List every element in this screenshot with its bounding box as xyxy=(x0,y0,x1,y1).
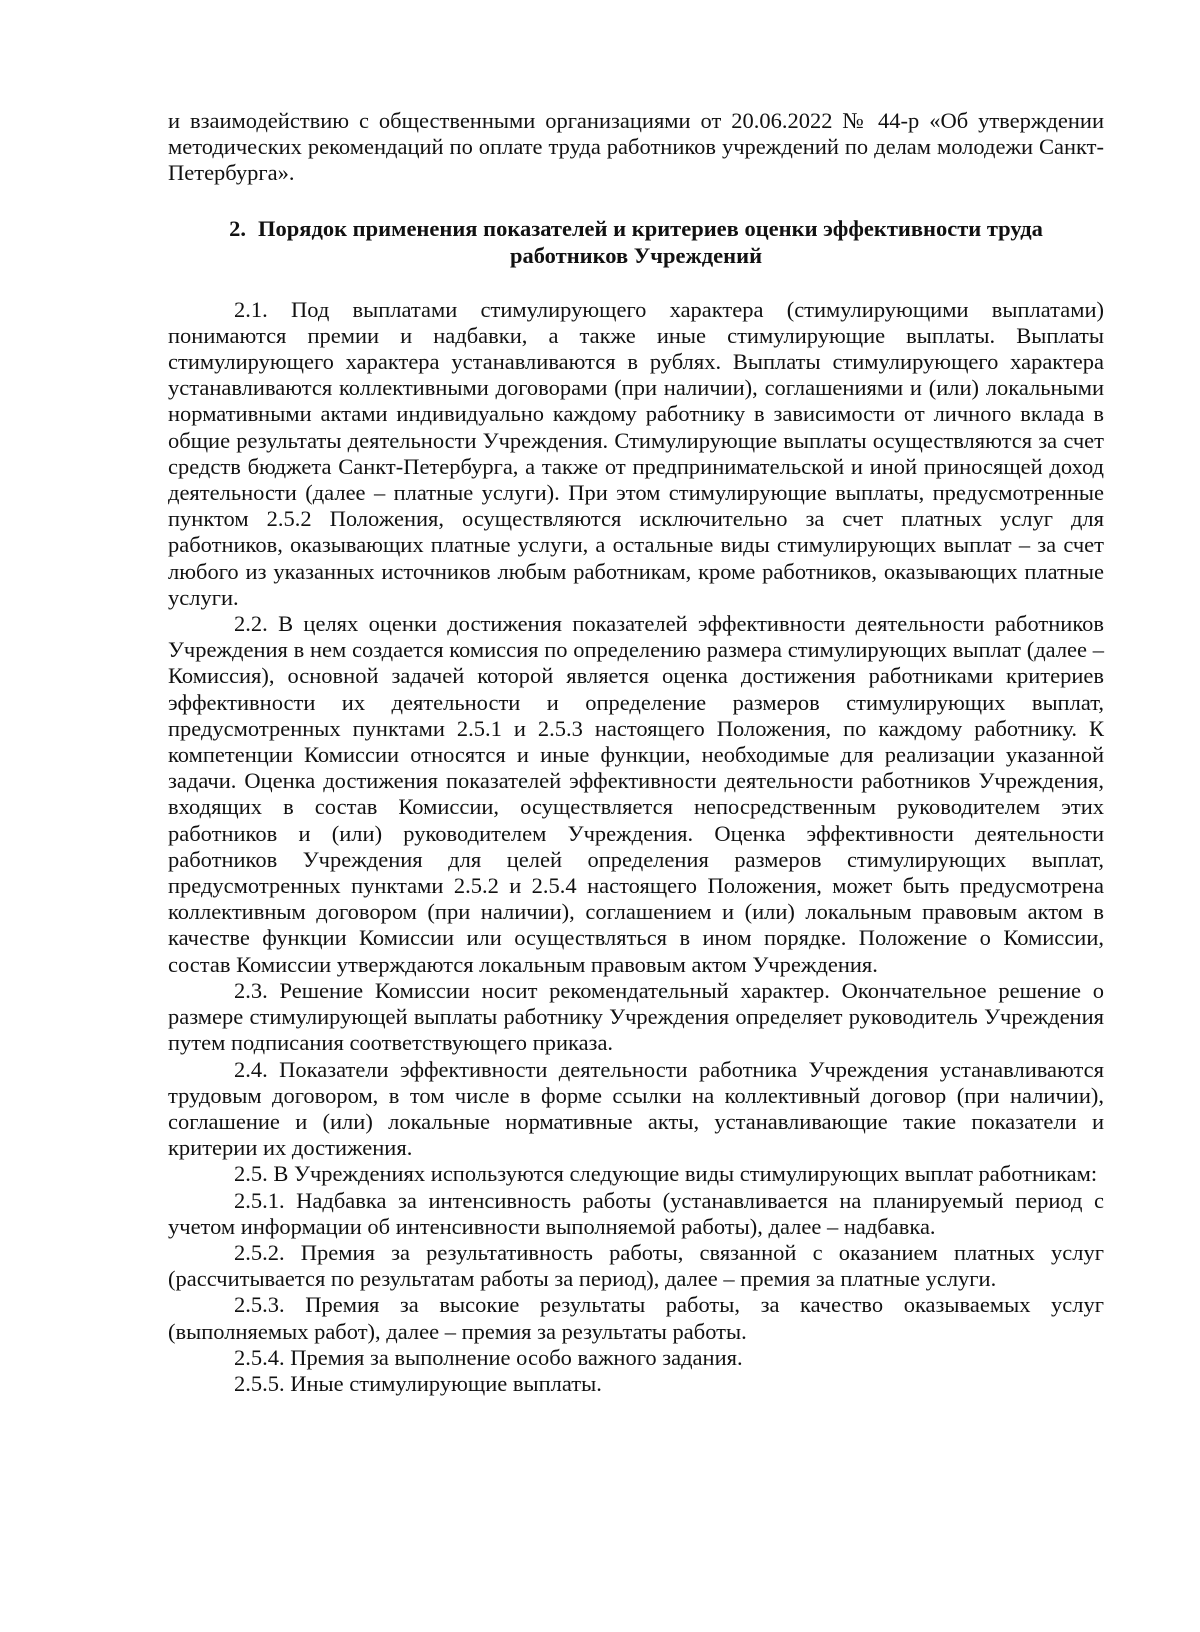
paragraph-2-2: 2.2. В целях оценки достижения показателей эффективности деятельности работников Учреждения в нем создается комиссия по определению размера стимулирующих выплат (далее – Комиссия), основной задачей которой является оценка достижения работниками критериев эффективности их деятельности и определение размеров стимулирующих выплат, предусмотренных пунктами 2.5.1 и 2.5.3 настоящего Положения, по каждому работнику. К компетенции Комиссии относятся и иные функции, необходимые для реализации указанной задачи. Оценка достижения показателей эффективности деятельности работников Учреждения, входящих в состав Комиссии, осуществляется непосредственным руководителем этих работников и (или) руководителем Учреждения. Оценка эффективности деятельности работников Учреждения для целей определения размеров стимулирующих выплат, предусмотренных пунктами 2.5.2 и 2.5.4 настоящего Положения, может быть предусмотрена коллективным договором (при наличии), соглашением и (или) локальным правовым актом в качестве функции Комиссии или осуществляться в ином порядке. Положение о Комиссии, состав Комиссии утверждаются локальным правовым актом Учреждения. xyxy=(168,611,1104,977)
section-title: Порядок применения показателей и критериев оценки эффективности труда работников Учреждений xyxy=(258,215,1043,268)
section-number: 2. xyxy=(229,215,247,241)
paragraph-2-5-3: 2.5.3. Премия за высокие результаты работы, за качество оказываемых услуг (выполняемых работ), далее – премия за результаты работы. xyxy=(168,1292,1104,1344)
document-body xyxy=(168,108,1104,1397)
paragraph-2-1: 2.1. Под выплатами стимулирующего характера (стимулирующими выплатами) понимаются премии и надбавки, а также иные стимулирующие выплаты. Выплаты стимулирующего характера устанавливаются в рублях. Выплаты стимулирующего характера устанавливаются коллективными договорами (при наличии), соглашениями и (или) локальными нормативными актами индивидуально каждому работнику в зависимости от личного вклада в общие результаты деятельности Учреждения. Стимулирующие выплаты осуществляются за счет средств бюджета Санкт-Петербурга, а также от предпринимательской и иной приносящей доход деятельности (далее – платные услуги). При этом стимулирующие выплаты, предусмотренные пунктом 2.5.2 Положения, осуществляются исключительно за счет платных услуг для работников, оказывающих платные услуги, а остальные виды стимулирующих выплат – за счет любого из указанных источников любым работникам, кроме работников, оказывающих платные услуги. xyxy=(168,296,1104,610)
paragraph-2-3: 2.3. Решение Комиссии носит рекомендательный характер. Окончательное решение о размере стимулирующей выплаты работнику Учреждения определяет руководитель Учреждения путем подписания соответствующего приказа. xyxy=(168,977,1104,1056)
paragraph-2-5: 2.5. В Учреждениях используются следующие виды стимулирующих выплат работникам: xyxy=(234,1161,1098,1187)
paragraph-2-5-2: 2.5.2. Премия за результативность работы, связанной с оказанием платных услуг (рассчитывается по результатам работы за период), далее – премия за платные услуги. xyxy=(168,1239,1104,1292)
paragraph-2-5-4: 2.5.4. Премия за выполнение особо важного задания. xyxy=(234,1344,743,1370)
paragraph-2-4: 2.4. Показатели эффективности деятельности работника Учреждения устанавливаются трудовым договором, в том числе в форме ссылки на коллективный договор (при наличии), соглашение и (или) локальные нормативные акты, устанавливающие такие показатели и критерии их достижения. xyxy=(168,1056,1104,1161)
paragraph-2-5-1: 2.5.1. Надбавка за интенсивность работы (устанавливается на планируемый период с учетом информации об интенсивности выполняемой работы), далее – надбавка. xyxy=(168,1187,1104,1239)
section-heading xyxy=(168,215,1104,269)
paragraph-2-5-5: 2.5.5. Иные стимулирующие выплаты. xyxy=(234,1370,602,1396)
intro-paragraph: и взаимодействию с общественными организациями от 20.06.2022 № 44-р «Об утверждении методических рекомендаций по оплате труда работников учреждений по делам молодежи Санкт-Петербурга». xyxy=(168,108,1104,186)
